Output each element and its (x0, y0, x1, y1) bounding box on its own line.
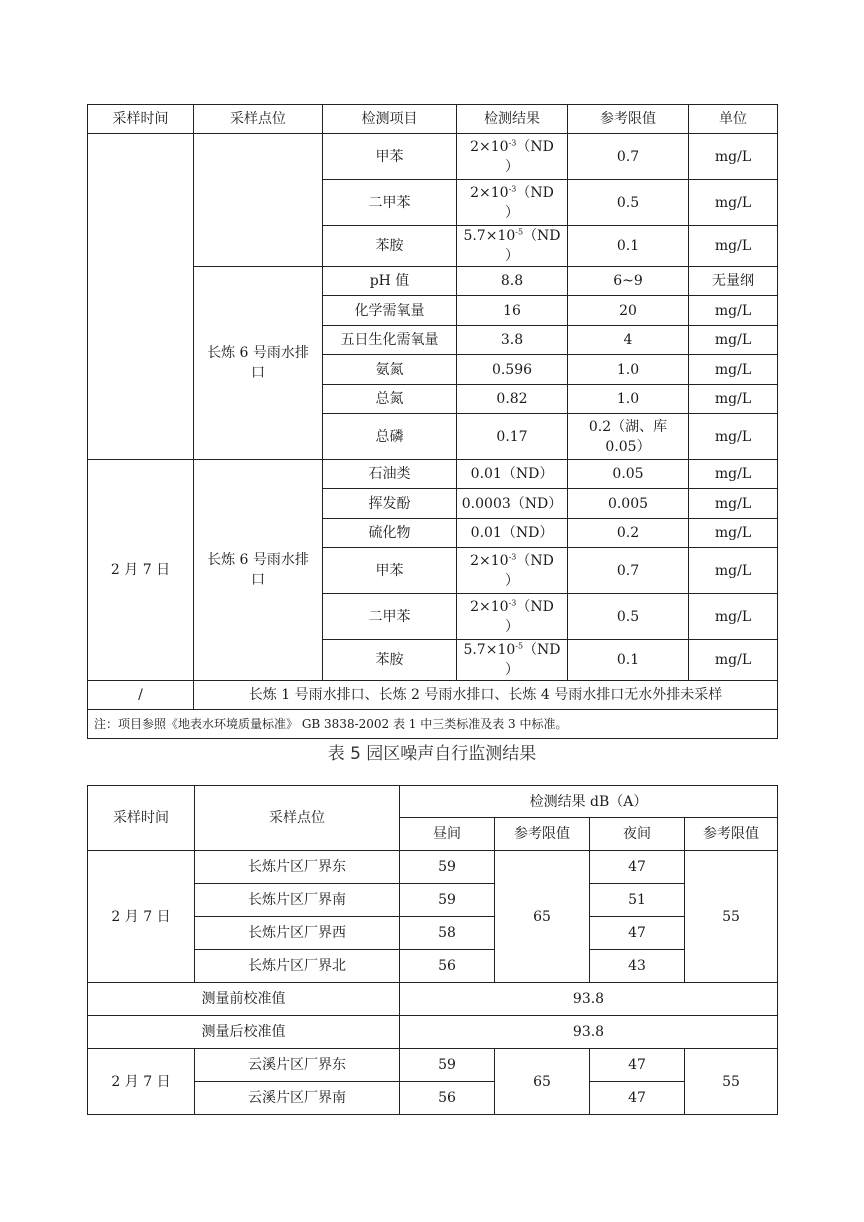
unit-cell: mg/L (689, 134, 778, 180)
limit-cell: 0.7 (568, 548, 689, 594)
result-cell: $2\times 10^{-3}(ND$ ） (457, 180, 568, 226)
item-cell: 五日生化需氧量 (323, 326, 457, 355)
unit-cell: mg/L (689, 326, 778, 355)
night-value-cell: 47 (590, 851, 685, 884)
result-cell: $5.7\times 10^{-5}(ND$ ） (457, 640, 568, 681)
item-cell: 石油类 (323, 460, 457, 489)
limit-cell: 0.5 (568, 594, 689, 640)
location-cell: 云溪片区厂界东 (195, 1049, 400, 1082)
item-cell: 苯胺 (323, 640, 457, 681)
limit-cell: 0.1 (568, 640, 689, 681)
header-sampling-location: 采样点位 (194, 105, 323, 134)
night-limit-cell: 55 (685, 851, 778, 983)
result-cell: 0.0003（ND） (457, 489, 568, 519)
header-night-limit: 参考限值 (685, 818, 778, 851)
sampling-location-cell: 长炼 6 号雨水排口 (194, 267, 323, 460)
item-cell: 二甲苯 (323, 594, 457, 640)
sampling-time-cell: 2 月 7 日 (88, 851, 195, 983)
item-cell: 总氮 (323, 385, 457, 414)
item-cell: 氨氮 (323, 355, 457, 385)
header-reference-limit: 参考限值 (568, 105, 689, 134)
night-limit-cell: 55 (685, 1049, 778, 1115)
item-cell: 化学需氧量 (323, 296, 457, 326)
limit-cell: 0.2（湖、库 0.05） (568, 414, 689, 460)
calibration-row (88, 983, 778, 1016)
day-value-cell: 59 (400, 1049, 495, 1082)
table-note: 注：项目参照《地表水环境质量标准》 GB 3838-2002 表 1 中三类标准及表 3 中标准。 (88, 710, 778, 739)
noise-monitoring-table (87, 785, 778, 1115)
slash-cell: / (88, 681, 194, 710)
unit-cell: mg/L (689, 594, 778, 640)
calibration-before-value: 93.8 (400, 983, 778, 1016)
day-limit-cell: 65 (495, 851, 590, 983)
result-cell: 8.8 (457, 267, 568, 296)
unit-cell: 无量纲 (689, 267, 778, 296)
sampling-location-cell: 长炼 6 号雨水排口 (194, 460, 323, 681)
table-row (88, 851, 778, 884)
result-cell: 0.01（ND） (457, 460, 568, 489)
unit-cell: mg/L (689, 414, 778, 460)
limit-cell: 0.05 (568, 460, 689, 489)
sampling-location-cell (194, 134, 323, 267)
header-day-limit: 参考限值 (495, 818, 590, 851)
not-sampled-text: 长炼 1 号雨水排口、长炼 2 号雨水排口、长炼 4 号雨水排口无水外排未采样 (194, 681, 778, 710)
header-sampling-time: 采样时间 (88, 105, 194, 134)
result-cell: $2\times 10^{-3}(ND$ ） (457, 134, 568, 180)
limit-cell: 0.2 (568, 519, 689, 548)
result-cell: 16 (457, 296, 568, 326)
location-cell: 长炼片区厂界东 (195, 851, 400, 884)
result-cell: 0.596 (457, 355, 568, 385)
item-cell: 硫化物 (323, 519, 457, 548)
not-sampled-row (88, 681, 778, 710)
sampling-time-cell: 2 月 7 日 (88, 460, 194, 681)
limit-cell: 0.1 (568, 226, 689, 267)
note-row (88, 710, 778, 739)
table-row (88, 460, 778, 489)
night-value-cell: 47 (590, 917, 685, 950)
unit-cell: mg/L (689, 640, 778, 681)
limit-cell: 0.5 (568, 180, 689, 226)
location-cell: 长炼片区厂界南 (195, 884, 400, 917)
result-cell: $2\times 10^{-3}(ND$ ） (457, 594, 568, 640)
unit-cell: mg/L (689, 460, 778, 489)
calibration-after-label: 测量后校准值 (88, 1016, 400, 1049)
unit-cell: mg/L (689, 180, 778, 226)
day-limit-cell: 65 (495, 1049, 590, 1115)
header-daytime: 昼间 (400, 818, 495, 851)
result-cell: 0.82 (457, 385, 568, 414)
location-cell: 长炼片区厂界北 (195, 950, 400, 983)
table-header-row (88, 105, 778, 134)
limit-cell: 4 (568, 326, 689, 355)
limit-cell: 1.0 (568, 355, 689, 385)
location-cell: 云溪片区厂界南 (195, 1082, 400, 1115)
unit-cell: mg/L (689, 489, 778, 519)
result-cell: 3.8 (457, 326, 568, 355)
item-cell: 总磷 (323, 414, 457, 460)
item-cell: 挥发酚 (323, 489, 457, 519)
item-cell: 二甲苯 (323, 180, 457, 226)
header-test-result: 检测结果 (457, 105, 568, 134)
day-value-cell: 59 (400, 884, 495, 917)
result-cell: 0.01（ND） (457, 519, 568, 548)
night-value-cell: 51 (590, 884, 685, 917)
header-unit: 单位 (689, 105, 778, 134)
limit-cell: 0.005 (568, 489, 689, 519)
limit-cell: 6~9 (568, 267, 689, 296)
header-night: 夜间 (590, 818, 685, 851)
unit-cell: mg/L (689, 519, 778, 548)
header-sampling-time: 采样时间 (88, 786, 195, 851)
sampling-time-cell: 2 月 7 日 (88, 1049, 195, 1115)
limit-cell: 1.0 (568, 385, 689, 414)
header-test-item: 检测项目 (323, 105, 457, 134)
day-value-cell: 59 (400, 851, 495, 884)
item-cell: pH 值 (323, 267, 457, 296)
sampling-time-cell (88, 134, 194, 460)
calibration-before-label: 测量前校准值 (88, 983, 400, 1016)
unit-cell: mg/L (689, 355, 778, 385)
item-cell: 苯胺 (323, 226, 457, 267)
calibration-after-value: 93.8 (400, 1016, 778, 1049)
item-cell: 甲苯 (323, 134, 457, 180)
header-test-result: 检测结果 dB（A） (400, 786, 778, 818)
result-cell: $5.7\times 10^{-5}(ND$ ） (457, 226, 568, 267)
unit-cell: mg/L (689, 226, 778, 267)
unit-cell: mg/L (689, 296, 778, 326)
table-row (88, 134, 778, 180)
table-header-row (88, 786, 778, 818)
calibration-row (88, 1016, 778, 1049)
night-value-cell: 47 (590, 1049, 685, 1082)
table-caption: 表 5 园区噪声自行监测结果 (327, 744, 537, 764)
table-row (88, 1049, 778, 1082)
item-cell: 甲苯 (323, 548, 457, 594)
result-cell: $2\times 10^{-3}(ND$ ） (457, 548, 568, 594)
day-value-cell: 58 (400, 917, 495, 950)
day-value-cell: 56 (400, 950, 495, 983)
unit-cell: mg/L (689, 548, 778, 594)
limit-cell: 0.7 (568, 134, 689, 180)
water-monitoring-table (87, 104, 778, 739)
result-cell: 0.17 (457, 414, 568, 460)
day-value-cell: 56 (400, 1082, 495, 1115)
night-value-cell: 43 (590, 950, 685, 983)
header-sampling-location: 采样点位 (195, 786, 400, 851)
unit-cell: mg/L (689, 385, 778, 414)
night-value-cell: 47 (590, 1082, 685, 1115)
limit-cell: 20 (568, 296, 689, 326)
location-cell: 长炼片区厂界西 (195, 917, 400, 950)
